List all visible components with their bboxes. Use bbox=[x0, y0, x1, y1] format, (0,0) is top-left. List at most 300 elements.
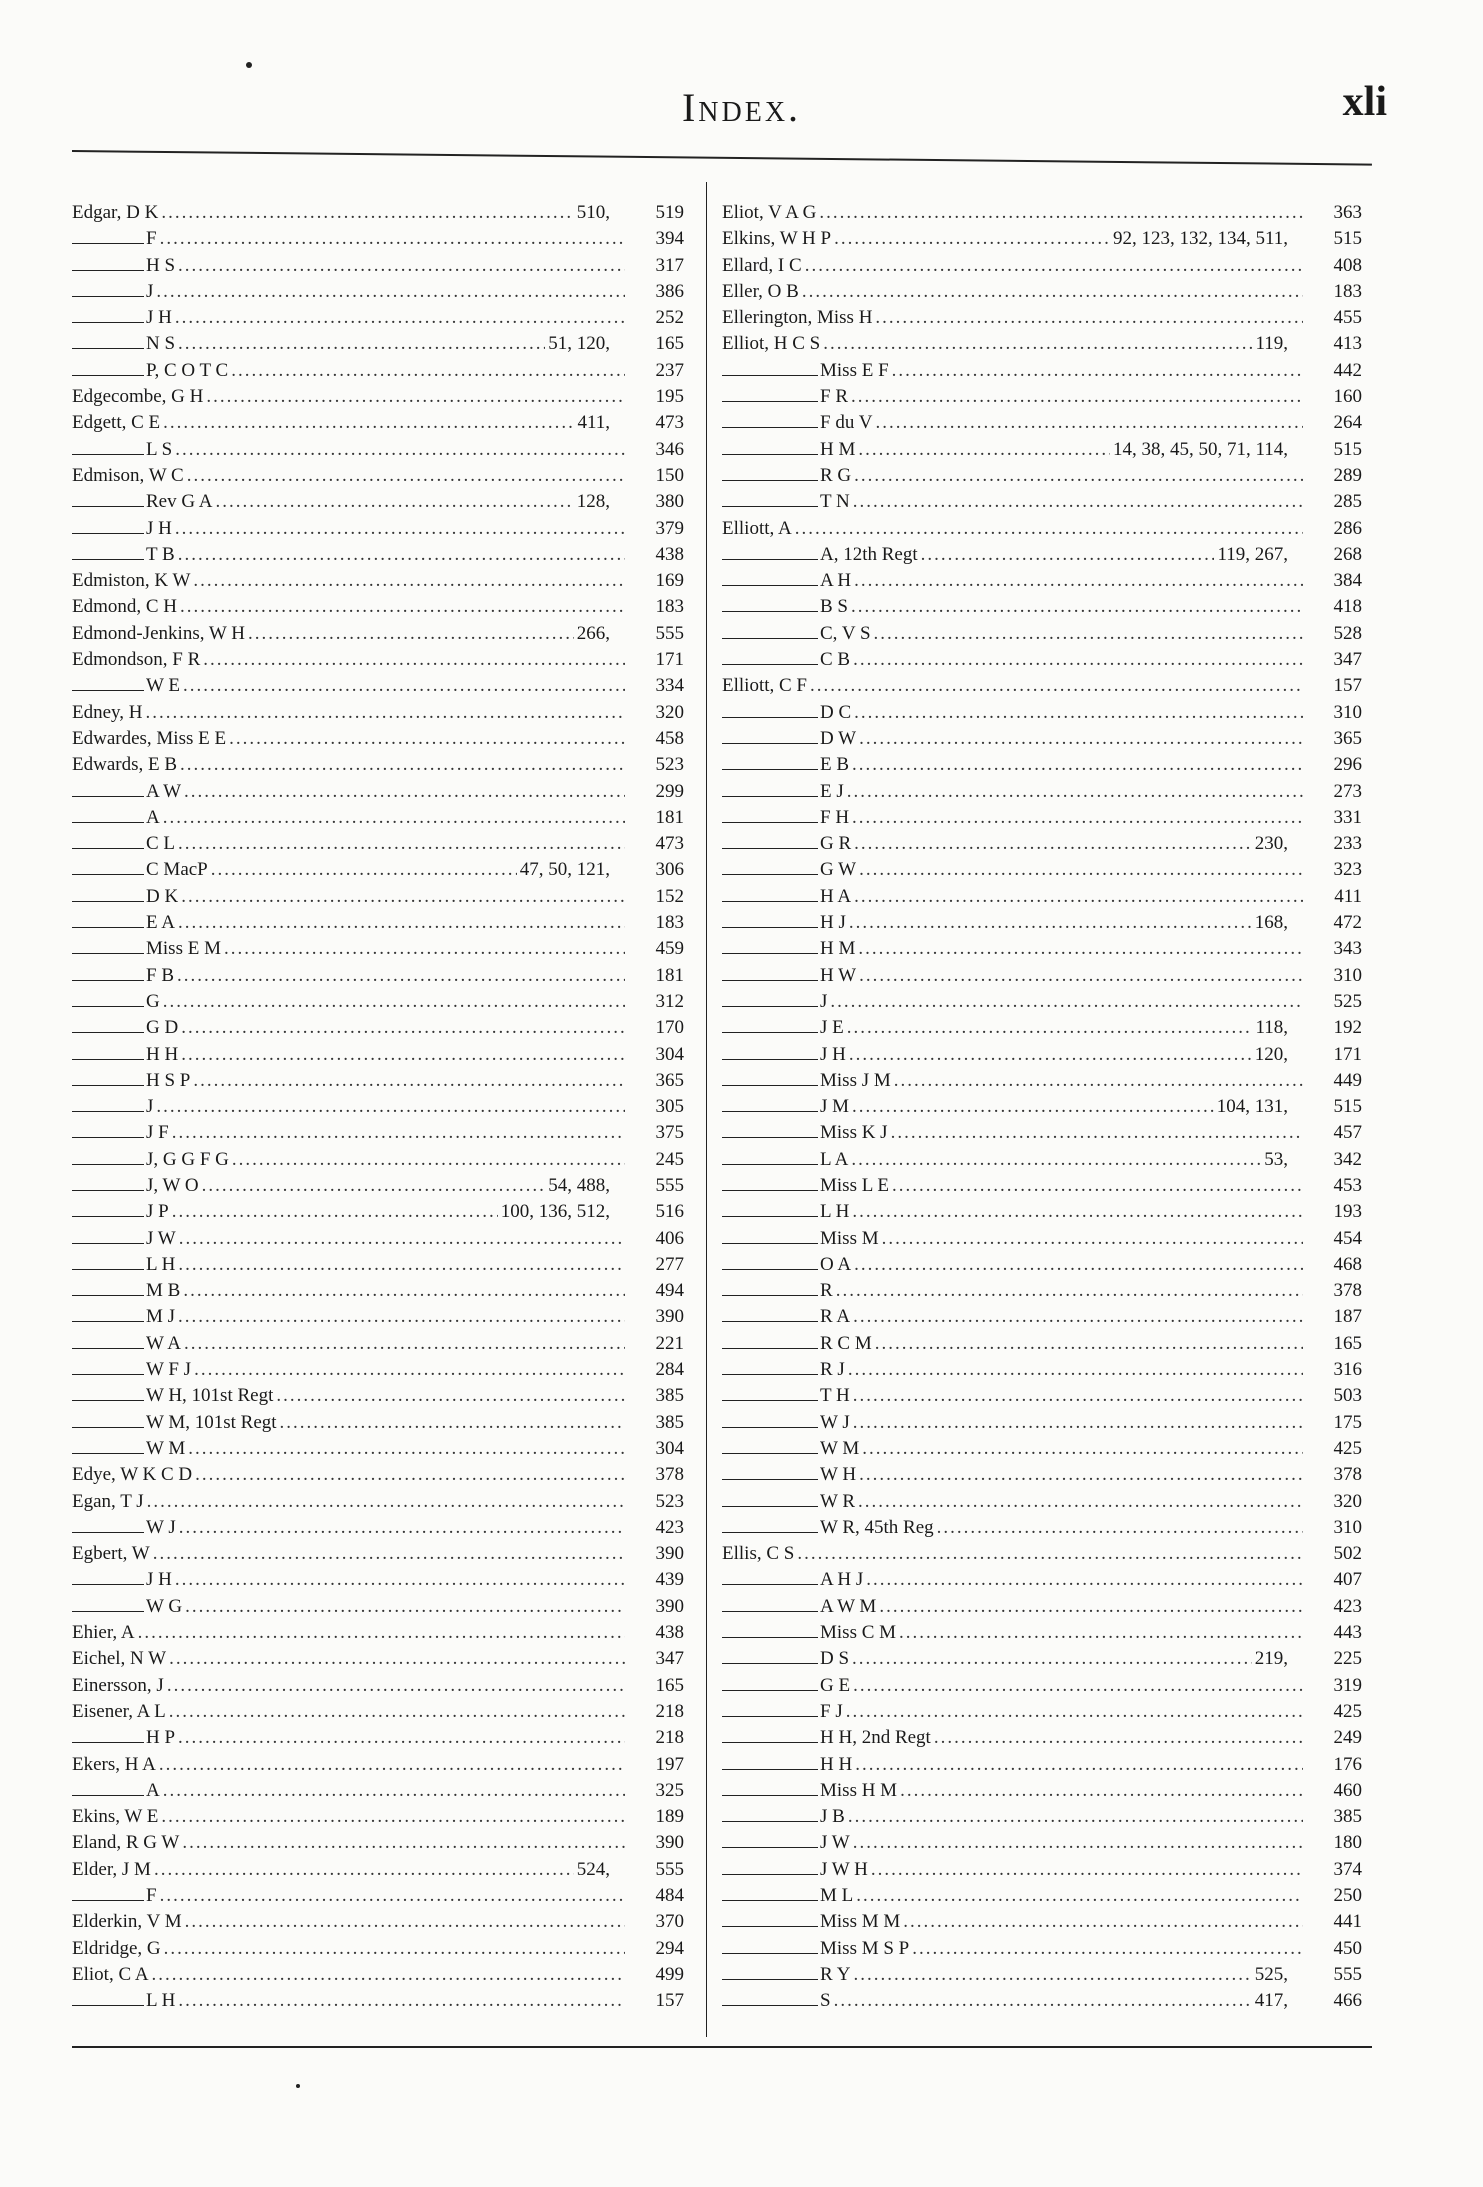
dot-leader bbox=[172, 1199, 498, 1225]
entry-page: 499 bbox=[655, 1963, 684, 1985]
index-entry bbox=[722, 1042, 1362, 1068]
dot-leader bbox=[276, 1383, 625, 1409]
entry-name: J P bbox=[146, 1201, 169, 1223]
index-entry bbox=[722, 1120, 1362, 1146]
index-entry bbox=[722, 752, 1362, 778]
dot-leader bbox=[858, 1489, 1303, 1515]
entry-page: 455 bbox=[1333, 307, 1362, 329]
ditto-dash bbox=[722, 1651, 818, 1664]
dot-leader bbox=[167, 1673, 625, 1699]
ditto-dash bbox=[722, 1336, 818, 1349]
entry-name: E B bbox=[820, 754, 850, 776]
entry-name: W J bbox=[146, 1516, 176, 1538]
index-entry bbox=[72, 1962, 684, 1988]
entry-references: 219, bbox=[1254, 1648, 1288, 1670]
entry-name: G W bbox=[820, 859, 857, 881]
ditto-dash bbox=[722, 652, 818, 665]
index-entry bbox=[722, 621, 1362, 647]
ditto-dash bbox=[72, 1283, 144, 1296]
entry-page: 425 bbox=[1333, 1700, 1362, 1722]
entry-page: 394 bbox=[655, 228, 684, 250]
index-entry bbox=[72, 542, 684, 568]
dot-leader bbox=[802, 279, 1303, 305]
entry-page: 175 bbox=[1333, 1411, 1362, 1433]
index-entry bbox=[72, 1252, 684, 1278]
index-entry bbox=[72, 1304, 684, 1330]
entry-name: Egan, T J bbox=[72, 1490, 144, 1512]
dot-leader bbox=[855, 1752, 1303, 1778]
dot-leader bbox=[921, 542, 1215, 568]
ditto-dash bbox=[72, 1599, 144, 1612]
index-entry bbox=[72, 410, 684, 436]
ditto-dash bbox=[722, 573, 818, 586]
index-entry bbox=[722, 1357, 1362, 1383]
dot-leader bbox=[834, 1988, 1252, 2014]
ditto-dash bbox=[72, 1388, 144, 1401]
dot-leader bbox=[147, 1489, 625, 1515]
index-entry bbox=[72, 805, 684, 831]
index-entry bbox=[72, 568, 684, 594]
index-entry bbox=[722, 568, 1362, 594]
ditto-dash bbox=[72, 336, 144, 349]
entry-page: 312 bbox=[655, 990, 684, 1012]
entry-name: H M bbox=[820, 938, 856, 960]
ditto-dash bbox=[722, 1494, 818, 1507]
dot-leader bbox=[854, 831, 1252, 857]
ditto-dash bbox=[722, 1441, 818, 1454]
index-entry bbox=[722, 779, 1362, 805]
entry-references: 54, 488, bbox=[548, 1174, 610, 1196]
dot-leader bbox=[852, 1646, 1252, 1672]
entry-name: C, V S bbox=[820, 622, 871, 644]
entry-references: 411, bbox=[577, 412, 610, 434]
entry-page: 183 bbox=[655, 912, 684, 934]
ditto-dash bbox=[72, 1257, 144, 1270]
entry-name: Elliott, C F bbox=[722, 675, 807, 697]
dot-leader bbox=[853, 647, 1303, 673]
dot-leader bbox=[203, 647, 625, 673]
dot-leader bbox=[795, 516, 1303, 542]
entry-page: 375 bbox=[655, 1122, 684, 1144]
entry-name: C B bbox=[820, 649, 851, 671]
index-entry bbox=[72, 1778, 684, 1804]
entry-page: 555 bbox=[655, 1858, 684, 1880]
index-entry bbox=[722, 1830, 1362, 1856]
entry-page: 277 bbox=[655, 1253, 684, 1275]
ditto-dash bbox=[72, 889, 144, 902]
entry-page: 268 bbox=[1333, 543, 1362, 565]
dot-leader bbox=[163, 410, 574, 436]
dot-leader bbox=[851, 384, 1303, 410]
entry-page: 515 bbox=[1333, 228, 1362, 250]
index-entry bbox=[722, 594, 1362, 620]
index-entry bbox=[722, 1304, 1362, 1330]
index-entry bbox=[72, 1462, 684, 1488]
entry-page: 407 bbox=[1333, 1569, 1362, 1591]
index-entry bbox=[722, 963, 1362, 989]
index-entry bbox=[72, 1042, 684, 1068]
entry-name: R Y bbox=[820, 1963, 851, 1985]
entry-page: 385 bbox=[655, 1385, 684, 1407]
dot-leader bbox=[934, 1725, 1303, 1751]
dot-leader bbox=[853, 1830, 1303, 1856]
ditto-dash bbox=[722, 1572, 818, 1585]
ditto-dash bbox=[72, 1441, 144, 1454]
entry-name: J E bbox=[820, 1017, 844, 1039]
dot-leader bbox=[847, 1015, 1253, 1041]
dot-leader bbox=[161, 200, 573, 226]
entry-name: W E bbox=[146, 675, 180, 697]
entry-page: 319 bbox=[1333, 1674, 1362, 1696]
entry-name: Edney, H bbox=[72, 701, 143, 723]
dot-leader bbox=[175, 516, 625, 542]
entry-name: F H bbox=[820, 806, 850, 828]
ditto-dash bbox=[722, 941, 818, 954]
entry-page: 320 bbox=[655, 701, 684, 723]
index-entry bbox=[72, 1752, 684, 1778]
entry-page: 473 bbox=[655, 833, 684, 855]
entry-page: 438 bbox=[655, 1622, 684, 1644]
entry-page: 197 bbox=[655, 1753, 684, 1775]
index-entry bbox=[72, 936, 684, 962]
entry-page: 347 bbox=[655, 1648, 684, 1670]
entry-page: 245 bbox=[655, 1148, 684, 1170]
index-entry bbox=[72, 1489, 684, 1515]
entry-name: A W bbox=[146, 780, 182, 802]
entry-name: Edmondson, F R bbox=[72, 649, 201, 671]
entry-name: Edmond, C H bbox=[72, 596, 178, 618]
entry-name: M B bbox=[146, 1280, 181, 1302]
entry-name: P, C O T C bbox=[146, 359, 229, 381]
entry-page: 418 bbox=[1333, 596, 1362, 618]
index-entry bbox=[722, 989, 1362, 1015]
dot-leader bbox=[185, 1909, 625, 1935]
entry-page: 289 bbox=[1333, 464, 1362, 486]
page-title: Index. bbox=[681, 85, 802, 130]
entry-page: 187 bbox=[1333, 1306, 1362, 1328]
dot-leader bbox=[175, 305, 625, 331]
dot-leader bbox=[852, 752, 1303, 778]
entry-name: Miss M bbox=[820, 1227, 879, 1249]
entry-name: Elderkin, V M bbox=[72, 1911, 182, 1933]
entry-references: 120, bbox=[1254, 1043, 1288, 1065]
index-entry bbox=[722, 936, 1362, 962]
dot-leader bbox=[178, 1252, 625, 1278]
entry-name: E J bbox=[820, 780, 844, 802]
entry-page: 343 bbox=[1333, 938, 1362, 960]
ditto-dash bbox=[722, 1967, 818, 1980]
entry-page: 157 bbox=[1333, 675, 1362, 697]
entry-page: 468 bbox=[1333, 1253, 1362, 1275]
entry-name: J H bbox=[146, 1569, 172, 1591]
entry-name: J H bbox=[146, 517, 172, 539]
dot-leader bbox=[156, 279, 625, 305]
entry-page: 438 bbox=[655, 543, 684, 565]
entry-name: J W bbox=[146, 1227, 176, 1249]
entry-name: Elliot, H C S bbox=[722, 333, 821, 355]
entry-page: 193 bbox=[1333, 1201, 1362, 1223]
ditto-dash bbox=[722, 1809, 818, 1822]
ditto-dash bbox=[722, 626, 818, 639]
entry-page: 306 bbox=[655, 859, 684, 881]
index-entry bbox=[72, 1594, 684, 1620]
entry-name: W R bbox=[820, 1490, 856, 1512]
index-entry bbox=[72, 1515, 684, 1541]
entry-name: Miss M M bbox=[820, 1911, 901, 1933]
ink-speck bbox=[246, 62, 252, 68]
entry-name: D C bbox=[820, 701, 852, 723]
index-entry bbox=[72, 989, 684, 1015]
entry-page: 523 bbox=[655, 1490, 684, 1512]
entry-name: Elkins, W H P bbox=[722, 228, 832, 250]
index-entry bbox=[722, 1173, 1362, 1199]
ditto-dash bbox=[72, 1125, 144, 1138]
dot-leader bbox=[161, 1804, 625, 1830]
ditto-dash bbox=[722, 1257, 818, 1270]
entry-page: 165 bbox=[655, 333, 684, 355]
entry-page: 380 bbox=[655, 491, 684, 513]
dot-leader bbox=[179, 1226, 625, 1252]
ditto-dash bbox=[722, 994, 818, 1007]
entry-page: 320 bbox=[1333, 1490, 1362, 1512]
index-entry bbox=[722, 1515, 1362, 1541]
dot-leader bbox=[849, 1042, 1252, 1068]
dot-leader bbox=[164, 1936, 625, 1962]
entry-page: 157 bbox=[655, 1990, 684, 2012]
dot-leader bbox=[834, 226, 1110, 252]
entry-name: Miss L E bbox=[820, 1174, 889, 1196]
entry-name: W G bbox=[146, 1595, 183, 1617]
index-entry bbox=[72, 253, 684, 279]
ditto-dash bbox=[72, 941, 144, 954]
index-entry bbox=[722, 1673, 1362, 1699]
ditto-dash bbox=[72, 678, 144, 691]
dot-leader bbox=[853, 1673, 1303, 1699]
entry-page: 378 bbox=[1333, 1280, 1362, 1302]
entry-name: Eldridge, G bbox=[72, 1937, 161, 1959]
index-entry bbox=[72, 1883, 684, 1909]
index-entry bbox=[72, 752, 684, 778]
entry-name: H P bbox=[146, 1727, 176, 1749]
dot-leader bbox=[856, 1883, 1303, 1909]
entry-name: H W bbox=[820, 964, 857, 986]
entry-page: 218 bbox=[655, 1700, 684, 1722]
ditto-dash bbox=[722, 810, 818, 823]
entry-name: T H bbox=[820, 1385, 850, 1407]
ditto-dash bbox=[722, 1941, 818, 1954]
dot-leader bbox=[178, 1304, 625, 1330]
index-entry bbox=[722, 1252, 1362, 1278]
column-divider bbox=[706, 182, 707, 2037]
entry-page: 365 bbox=[1333, 727, 1362, 749]
dot-leader bbox=[848, 1357, 1303, 1383]
entry-name: Eichel, N W bbox=[72, 1648, 167, 1670]
top-rule bbox=[72, 150, 1372, 166]
entry-page: 450 bbox=[1333, 1937, 1362, 1959]
ditto-dash bbox=[722, 1178, 818, 1191]
dot-leader bbox=[892, 1173, 1303, 1199]
dot-leader bbox=[853, 489, 1303, 515]
ditto-dash bbox=[722, 889, 818, 902]
dot-leader bbox=[851, 594, 1303, 620]
entry-page: 515 bbox=[1333, 1096, 1362, 1118]
index-entry bbox=[722, 437, 1362, 463]
dot-leader bbox=[175, 1567, 625, 1593]
entry-name: W R, 45th Reg bbox=[820, 1516, 934, 1538]
entry-name: W A bbox=[146, 1332, 182, 1354]
entry-page: 284 bbox=[655, 1359, 684, 1381]
index-entry bbox=[72, 226, 684, 252]
entry-page: 317 bbox=[655, 254, 684, 276]
index-entry bbox=[72, 700, 684, 726]
index-entry bbox=[72, 1804, 684, 1830]
entry-page: 237 bbox=[655, 359, 684, 381]
entry-page: 386 bbox=[655, 280, 684, 302]
ditto-dash bbox=[722, 1835, 818, 1848]
entry-page: 181 bbox=[655, 964, 684, 986]
index-entry bbox=[72, 1226, 684, 1252]
dot-leader bbox=[280, 1410, 625, 1436]
entry-page: 378 bbox=[1333, 1464, 1362, 1486]
ditto-dash bbox=[722, 1047, 818, 1060]
entry-name: A bbox=[146, 806, 160, 828]
entry-name: Ekins, W E bbox=[72, 1806, 159, 1828]
entry-page: 346 bbox=[655, 438, 684, 460]
ditto-dash bbox=[72, 862, 144, 875]
entry-page: 150 bbox=[655, 464, 684, 486]
dot-leader bbox=[177, 963, 625, 989]
entry-page: 502 bbox=[1333, 1543, 1362, 1565]
entry-name: H S bbox=[146, 254, 176, 276]
index-entry bbox=[722, 831, 1362, 857]
ditto-dash bbox=[722, 968, 818, 981]
entry-name: W J bbox=[820, 1411, 850, 1433]
ditto-dash bbox=[72, 442, 144, 455]
ditto-dash bbox=[722, 1599, 818, 1612]
entry-name: Edye, W K C D bbox=[72, 1464, 193, 1486]
index-entry bbox=[722, 253, 1362, 279]
index-entry bbox=[72, 1857, 684, 1883]
entry-page: 180 bbox=[1333, 1832, 1362, 1854]
entry-page: 285 bbox=[1333, 491, 1362, 513]
index-entry bbox=[722, 1646, 1362, 1672]
entry-page: 516 bbox=[655, 1201, 684, 1223]
index-entry bbox=[722, 358, 1362, 384]
index-entry bbox=[722, 1541, 1362, 1567]
entry-name: H M bbox=[820, 438, 856, 460]
ditto-dash bbox=[722, 1231, 818, 1244]
dot-leader bbox=[862, 1436, 1303, 1462]
entry-page: 347 bbox=[1333, 649, 1362, 671]
entry-page: 442 bbox=[1333, 359, 1362, 381]
index-entry bbox=[72, 884, 684, 910]
dot-leader bbox=[853, 1304, 1303, 1330]
ditto-dash bbox=[722, 1862, 818, 1875]
dot-leader bbox=[830, 989, 1303, 1015]
index-entry bbox=[722, 384, 1362, 410]
ditto-dash bbox=[722, 1730, 818, 1743]
entry-page: 523 bbox=[655, 754, 684, 776]
entry-name: A H bbox=[820, 570, 852, 592]
dot-leader bbox=[819, 200, 1303, 226]
entry-name: Einersson, J bbox=[72, 1674, 164, 1696]
index-entry bbox=[722, 1436, 1362, 1462]
entry-name: R A bbox=[820, 1306, 851, 1328]
ditto-dash bbox=[722, 1073, 818, 1086]
ditto-dash bbox=[722, 1362, 818, 1375]
ditto-dash bbox=[722, 1204, 818, 1217]
ditto-dash bbox=[722, 1020, 818, 1033]
index-entry bbox=[72, 384, 684, 410]
dot-leader bbox=[823, 331, 1252, 357]
entry-name: A W M bbox=[820, 1595, 877, 1617]
index-entry bbox=[722, 1725, 1362, 1751]
entry-name: A H J bbox=[820, 1569, 864, 1591]
dot-leader bbox=[854, 463, 1303, 489]
index-entry bbox=[722, 1226, 1362, 1252]
entry-page: 449 bbox=[1333, 1069, 1362, 1091]
entry-page: 503 bbox=[1333, 1385, 1362, 1407]
index-entry bbox=[722, 1147, 1362, 1173]
entry-name: Edgett, C E bbox=[72, 412, 161, 434]
entry-references: 417, bbox=[1254, 1990, 1288, 2012]
dot-leader bbox=[206, 384, 625, 410]
index-entry bbox=[722, 1015, 1362, 1041]
dot-leader bbox=[854, 884, 1303, 910]
index-entry bbox=[72, 463, 684, 489]
ditto-dash bbox=[72, 1888, 144, 1901]
ditto-dash bbox=[72, 494, 144, 507]
entry-name: N S bbox=[146, 333, 176, 355]
entry-page: 365 bbox=[655, 1069, 684, 1091]
dot-leader bbox=[836, 1278, 1303, 1304]
entry-page: 390 bbox=[655, 1543, 684, 1565]
entry-name: Eller, O B bbox=[722, 280, 799, 302]
entry-page: 189 bbox=[655, 1806, 684, 1828]
entry-page: 294 bbox=[655, 1937, 684, 1959]
ditto-dash bbox=[722, 1520, 818, 1533]
entry-name: L H bbox=[146, 1253, 176, 1275]
ink-speck bbox=[296, 2084, 300, 2088]
ditto-dash bbox=[72, 1520, 144, 1533]
bottom-rule bbox=[72, 2046, 1372, 2048]
index-entry bbox=[722, 1462, 1362, 1488]
index-entry bbox=[722, 226, 1362, 252]
index-entry bbox=[722, 516, 1362, 542]
entry-name: J W bbox=[820, 1832, 850, 1854]
ditto-dash bbox=[722, 836, 818, 849]
ditto-dash bbox=[72, 1178, 144, 1191]
entry-page: 334 bbox=[655, 675, 684, 697]
index-entry bbox=[72, 726, 684, 752]
entry-page: 160 bbox=[1333, 386, 1362, 408]
entry-name: F du V bbox=[820, 412, 873, 434]
dot-leader bbox=[892, 358, 1303, 384]
entry-references: 524, bbox=[576, 1858, 610, 1880]
entry-name: Edwardes, Miss E E bbox=[72, 727, 227, 749]
dot-leader bbox=[937, 1515, 1303, 1541]
ditto-dash bbox=[72, 994, 144, 1007]
index-entry bbox=[722, 1857, 1362, 1883]
entry-page: 406 bbox=[655, 1227, 684, 1249]
ditto-dash bbox=[722, 1625, 818, 1638]
dot-leader bbox=[853, 1962, 1251, 1988]
entry-page: 425 bbox=[1333, 1437, 1362, 1459]
entry-name: C L bbox=[146, 833, 176, 855]
ditto-dash bbox=[722, 784, 818, 797]
entry-page: 250 bbox=[1333, 1885, 1362, 1906]
entry-name: J, W O bbox=[146, 1174, 199, 1196]
